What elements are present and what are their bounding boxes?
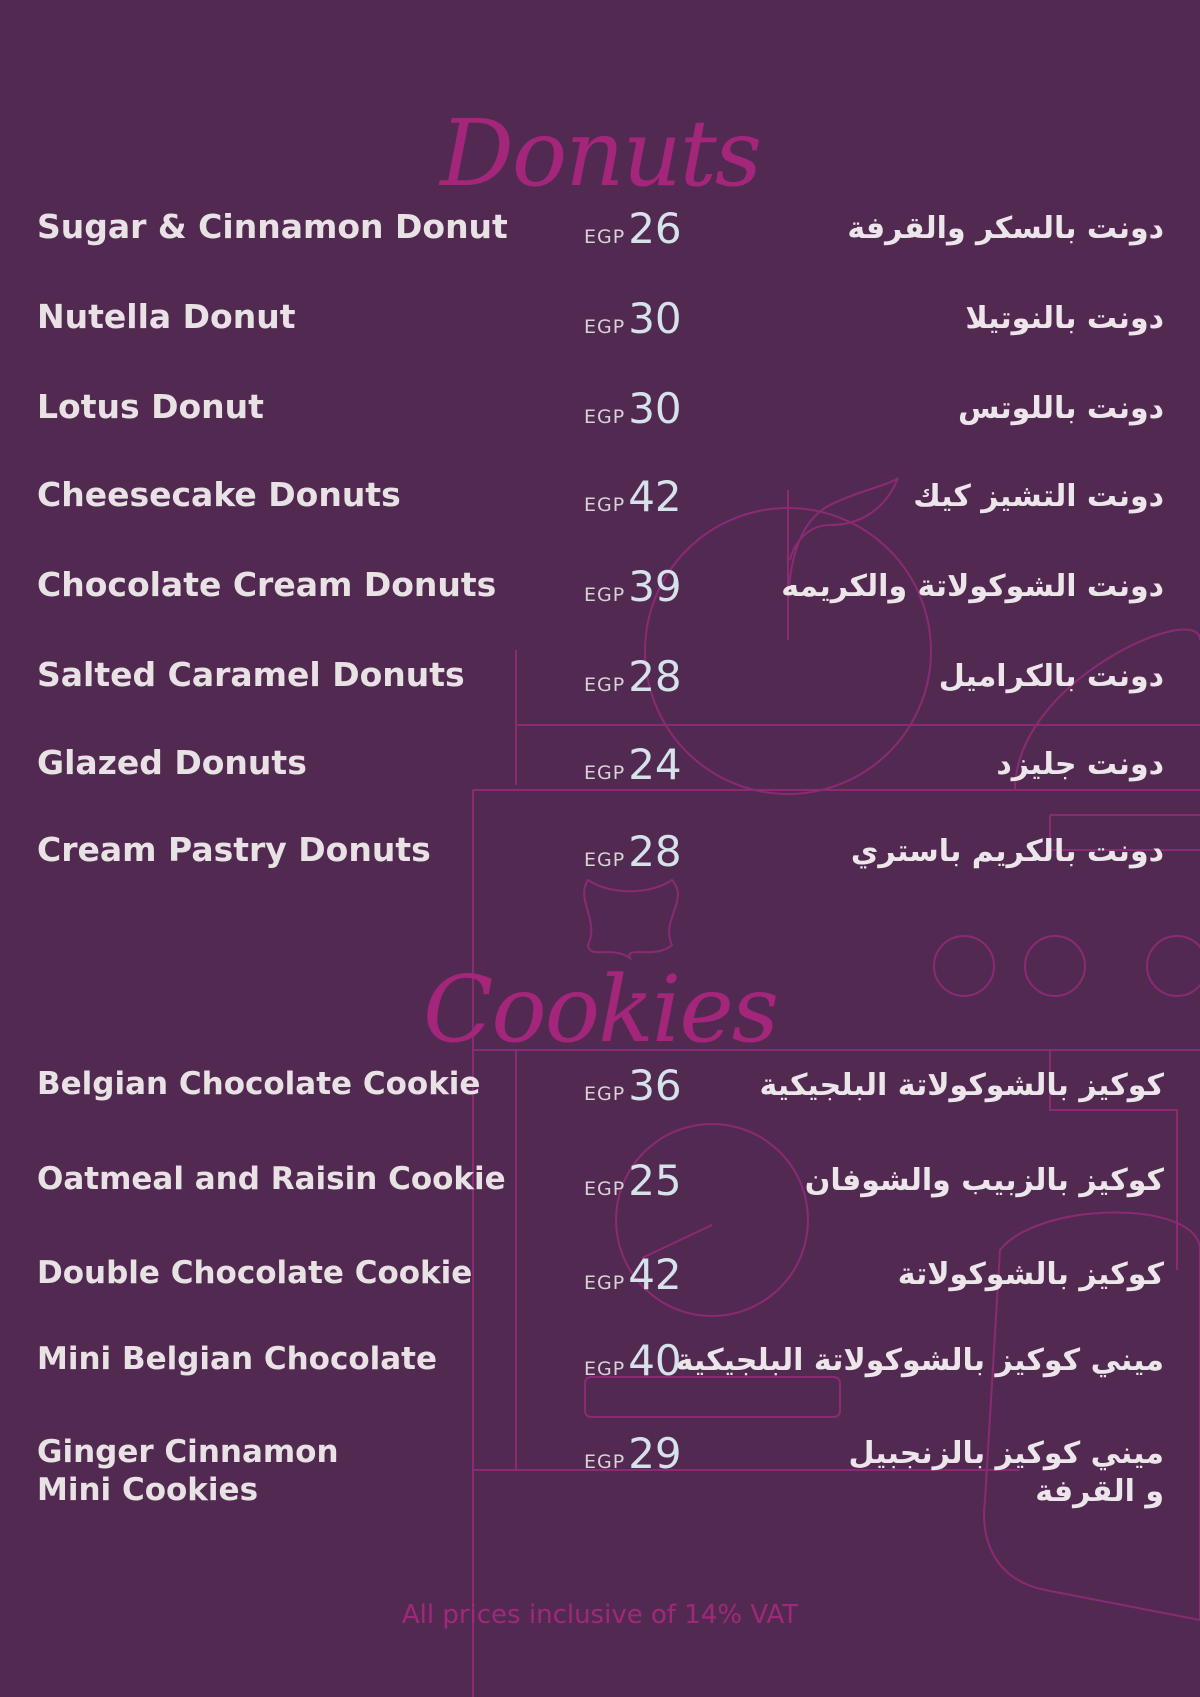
item-name-en: Cream Pastry Donuts (37, 830, 431, 869)
item-price (584, 1061, 694, 1110)
item-name-ar: كوكيز بالزبيب والشوفان (804, 1163, 1164, 1198)
item-price (584, 204, 694, 253)
item-name-ar: دونت بالسكر والقرفة (847, 211, 1164, 246)
price-value: 42 (628, 472, 682, 521)
item-name-ar: دونت جليزد (996, 747, 1164, 782)
currency: EGP (584, 494, 626, 516)
currency: EGP (584, 1272, 626, 1294)
currency: EGP (584, 316, 626, 338)
price-value: 39 (628, 562, 682, 611)
price-value: 29 (628, 1429, 682, 1478)
currency: EGP (584, 1083, 626, 1105)
item-price (584, 1429, 694, 1478)
currency: EGP (584, 1451, 626, 1473)
item-name-ar: ميني كوكيز بالزنجبيل و القرفة (848, 1436, 1164, 1509)
item-price (584, 294, 694, 343)
price-value: 30 (628, 384, 682, 433)
item-price (584, 384, 694, 433)
item-name-en: Lotus Donut (37, 387, 264, 426)
currency: EGP (584, 406, 626, 428)
item-name-en: Mini Belgian Chocolate (37, 1341, 438, 1377)
currency: EGP (584, 674, 626, 696)
item-name-ar: دونت بالنوتيلا (965, 301, 1164, 336)
item-price (584, 740, 694, 789)
item-name-ar: دونت باللوتس (957, 391, 1164, 426)
item-name-ar: كوكيز بالشوكولاتة (897, 1257, 1164, 1292)
currency: EGP (584, 1178, 626, 1200)
item-name-en: Cheesecake Donuts (37, 475, 401, 514)
item-name-en: Sugar & Cinnamon Donut (37, 207, 508, 246)
item-price (584, 1156, 694, 1205)
item-name-ar: دونت التشيز كيك (913, 479, 1164, 514)
price-value: 36 (628, 1061, 682, 1110)
price-value: 30 (628, 294, 682, 343)
price-value: 28 (628, 827, 682, 876)
currency: EGP (584, 1358, 626, 1380)
item-name-en: Glazed Donuts (37, 743, 307, 782)
item-name-ar: كوكيز بالشوكولاتة البلجيكية (759, 1068, 1164, 1103)
price-value: 40 (628, 1336, 682, 1385)
section-title-donuts: Donuts (440, 100, 760, 207)
item-price (584, 472, 694, 521)
item-name-en: Nutella Donut (37, 297, 296, 336)
price-value: 24 (628, 740, 682, 789)
item-name-ar: دونت الشوكولاتة والكريمه (781, 569, 1164, 604)
price-value: 26 (628, 204, 682, 253)
item-price (584, 562, 694, 611)
currency: EGP (584, 849, 626, 871)
item-price (584, 827, 694, 876)
item-name-en: Belgian Chocolate Cookie (37, 1066, 481, 1102)
item-price (584, 1250, 694, 1299)
price-value: 25 (628, 1156, 682, 1205)
currency: EGP (584, 584, 626, 606)
currency: EGP (584, 226, 626, 248)
item-name-en: Oatmeal and Raisin Cookie (37, 1161, 506, 1197)
item-name-ar: ميني كوكيز بالشوكولاتة البلجيكية (675, 1343, 1164, 1378)
item-name-en: Double Chocolate Cookie (37, 1255, 473, 1291)
section-title-cookies: Cookies (423, 956, 777, 1063)
item-name-ar: دونت بالكراميل (938, 659, 1164, 694)
item-name-en: Chocolate Cream Donuts (37, 565, 497, 604)
item-name-en: Ginger Cinnamon Mini Cookies (37, 1434, 339, 1508)
currency: EGP (584, 762, 626, 784)
vat-note: All prices inclusive of 14% VAT (401, 1600, 799, 1630)
price-value: 42 (628, 1250, 682, 1299)
item-price (584, 652, 694, 701)
item-name-en: Salted Caramel Donuts (37, 655, 465, 694)
price-value: 28 (628, 652, 682, 701)
item-name-ar: دونت بالكريم باستري (850, 834, 1164, 869)
